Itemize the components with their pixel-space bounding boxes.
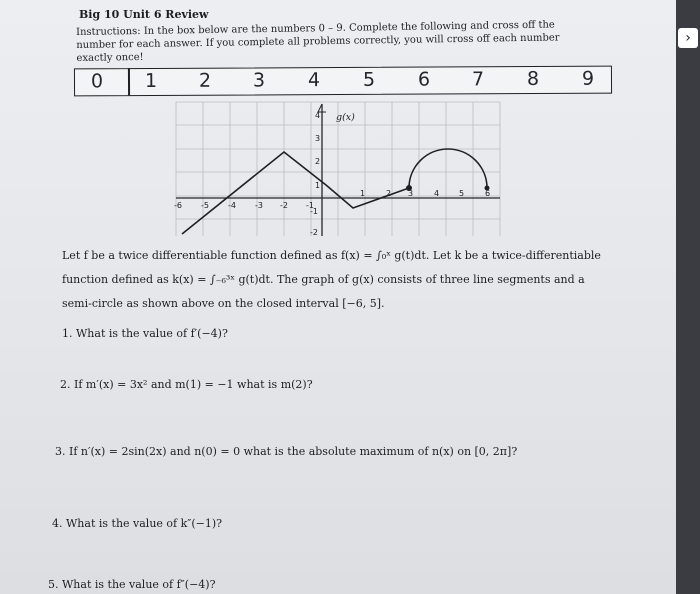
question-1: 1. What is the value of f′(−4)? bbox=[62, 327, 228, 340]
x-tick-label: 4 bbox=[434, 189, 440, 198]
next-page-button[interactable] bbox=[678, 28, 698, 48]
x-tick-label: -6 bbox=[174, 201, 182, 210]
x-tick-label: -1 bbox=[306, 201, 314, 210]
x-tick-label: -5 bbox=[201, 201, 209, 210]
number-bank-item: 8 bbox=[526, 67, 540, 91]
g-semicircle bbox=[409, 149, 487, 188]
y-tick-label: 2 bbox=[315, 157, 321, 166]
number-bank-divider bbox=[128, 68, 130, 95]
document-title: Big 10 Unit 6 Review bbox=[79, 8, 209, 21]
x-tick-label: 5 bbox=[459, 189, 465, 198]
number-bank-item: 7 bbox=[471, 68, 485, 91]
problem-stem-line: function defined as k(x) = ∫₋₆³ˣ g(t)dt. The graph of g(x) consists of three line segments and a bbox=[62, 273, 585, 286]
viewer-sidebar bbox=[676, 0, 700, 594]
x-tick-label: 3 bbox=[408, 189, 414, 198]
question-3: 3. If n′(x) = 2sin(2x) and n(0) = 0 what is the absolute maximum of n(x) on [0, 2π]? bbox=[55, 445, 518, 458]
number-bank-box bbox=[74, 66, 612, 97]
y-tick-label: 3 bbox=[315, 134, 321, 143]
number-bank-item: 2 bbox=[198, 69, 212, 92]
number-bank-item: 4 bbox=[307, 69, 321, 92]
chevron-right-icon: › bbox=[685, 30, 691, 46]
x-tick-label: 1 bbox=[360, 189, 366, 198]
x-tick-label: -3 bbox=[255, 201, 263, 210]
x-tick-label: -4 bbox=[228, 201, 236, 210]
y-tick-label: -2 bbox=[310, 228, 318, 237]
y-tick-label: 1 bbox=[315, 181, 321, 190]
x-tick-label: -2 bbox=[280, 201, 288, 210]
g-of-x-graph bbox=[176, 100, 506, 238]
question-5: 5. What is the value of f″(−4)? bbox=[48, 578, 216, 591]
x-tick-label: 2 bbox=[386, 189, 392, 198]
problem-stem bbox=[62, 244, 622, 316]
question-2: 2. If m′(x) = 3x² and m(1) = −1 what is m(2)? bbox=[60, 378, 313, 391]
x-tick-label: 6 bbox=[485, 189, 491, 198]
problem-stem-line: Let f be a twice differentiable function defined as f(x) = ∫₀ˣ g(t)dt. Let k be a twice-differentiable bbox=[62, 249, 601, 262]
number-bank-item: 1 bbox=[144, 69, 158, 93]
number-bank-item: 0 bbox=[90, 70, 104, 93]
problem-stem-line: semi-circle as shown above on the closed interval [−6, 5]. bbox=[62, 297, 385, 310]
instructions-text: Instructions: In the box below are the numbers 0 – 9. Complete the following and cross off the number for each answer. If you complete all problems correctly, you will cross off each number exactly once! bbox=[76, 19, 560, 64]
number-bank-item: 6 bbox=[417, 68, 431, 91]
y-tick-label: -1 bbox=[310, 207, 318, 216]
number-bank-item: 5 bbox=[362, 68, 376, 91]
function-label: g(x) bbox=[336, 112, 355, 123]
y-tick-label: 4 bbox=[315, 111, 321, 120]
question-4: 4. What is the value of k″(−1)? bbox=[52, 517, 223, 530]
g-line-segments bbox=[182, 152, 409, 234]
number-bank-item: 3 bbox=[252, 69, 266, 92]
number-bank-item: 9 bbox=[581, 67, 595, 90]
